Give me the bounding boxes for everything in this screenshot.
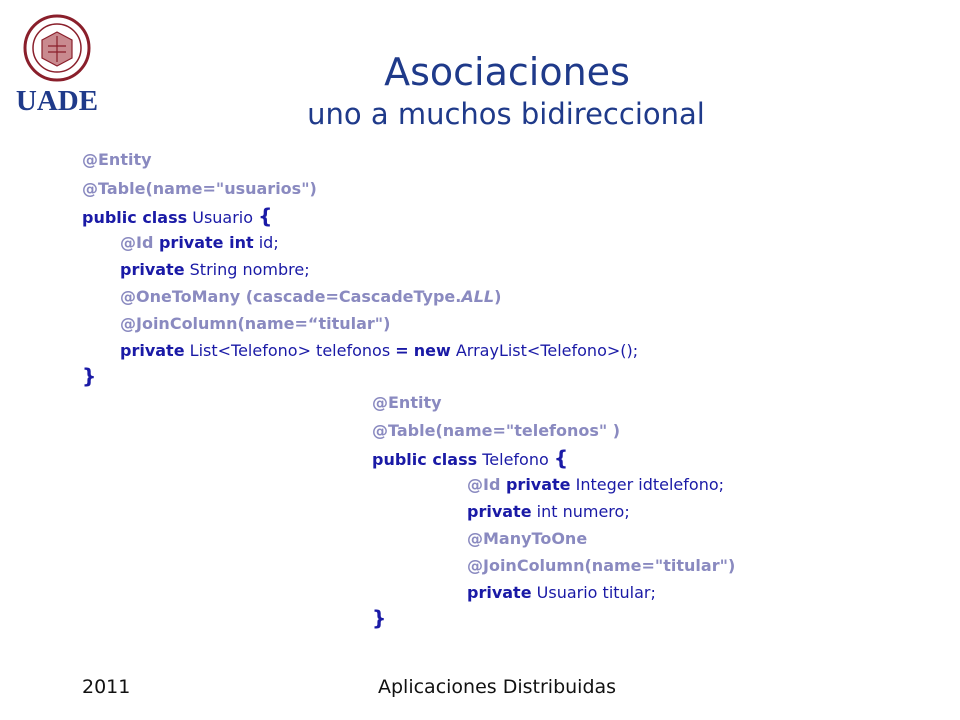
code-line: @Table(name="usuarios"): [82, 179, 317, 198]
slide-title: Asociaciones: [384, 50, 630, 94]
code-line: @Table(name="telefonos" ): [372, 421, 621, 440]
code-line: @OneToMany (cascade=CascadeType.ALL): [120, 287, 502, 306]
code-line: public class Telefono {: [372, 446, 569, 470]
footer-course: Aplicaciones Distribuidas: [378, 676, 617, 698]
code-line: @Entity: [372, 393, 442, 412]
code-line: private List<Telefono> telefonos = new ArrayList<Telefono>();: [120, 341, 639, 360]
slide-title-block: [0, 48, 960, 132]
code-line: private Usuario titular;: [467, 583, 656, 602]
code-line: }: [82, 364, 97, 388]
code-line: @ManyToOne: [467, 529, 588, 548]
footer-year: 2011: [82, 676, 131, 698]
logo-text: UADE: [15, 85, 99, 117]
code-line: }: [372, 606, 387, 630]
code-line: public class Usuario {: [82, 204, 273, 228]
code-line: @Id private Integer idtelefono;: [467, 475, 725, 494]
code-line: private String nombre;: [120, 260, 310, 279]
slide-subtitle: uno a muchos bidireccional: [307, 97, 705, 131]
code-line: @Id private int id;: [120, 233, 279, 252]
code-line: private int numero;: [467, 502, 630, 521]
code-line: @JoinColumn(name=“titular"): [120, 314, 391, 333]
code-line: @JoinColumn(name="titular"): [467, 556, 736, 575]
code-line: @Entity: [82, 150, 152, 169]
